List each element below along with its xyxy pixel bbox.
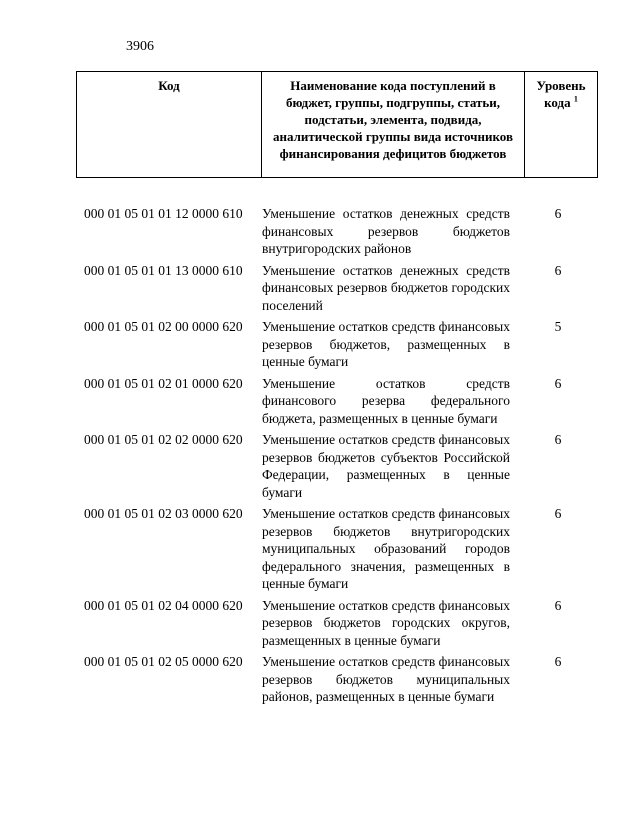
table-row (84, 205, 594, 258)
table-row (84, 431, 594, 501)
row-code: 000 01 05 01 02 01 0000 620 (84, 375, 243, 391)
page-number: 3906 (126, 39, 154, 54)
row-name: Уменьшение остатков средств финансовых резервов бюджетов городских округов, размещенных в ценные бумаги (262, 597, 510, 648)
row-name: Уменьшение остатков средств финансовых резервов бюджетов, размещенных в ценные бумаги (262, 319, 510, 369)
header-name-label: Наименование кода поступлений в бюджет, группы, подгруппы, статьи, подстатьи, элемента, подвида, аналитической группы вида источников финансирования дефицитов бюджетов (273, 78, 513, 161)
row-level: 5 (554, 319, 562, 334)
row-name: Уменьшение остатков денежных средств финансовых резервов бюджетов внутригородских районов (262, 206, 510, 256)
row-code: 000 01 05 01 02 04 0000 620 (84, 597, 243, 613)
row-level: 6 (554, 506, 562, 521)
row-code: 000 01 05 01 02 02 0000 620 (84, 432, 243, 447)
row-name: Уменьшение остатков денежных средств финансовых резервов бюджетов городских поселений (262, 262, 510, 313)
row-code: 000 01 05 01 02 05 0000 620 (84, 654, 243, 669)
header-level (525, 72, 598, 178)
row-name: Уменьшение остатков средств финансовых резервов бюджетов муниципальных районов, размещенных в ценные бумаги (262, 654, 510, 704)
table-row (84, 597, 594, 650)
header-code (77, 72, 262, 178)
header-name (262, 72, 525, 178)
table-header (76, 71, 598, 178)
row-name: Уменьшение остатков средств финансового резерва федерального бюджета, размещенных в ценные бумаги (262, 375, 510, 426)
row-level: 6 (554, 206, 562, 221)
table-row (84, 653, 594, 706)
table-row (84, 375, 594, 428)
row-level: 6 (554, 597, 562, 613)
row-level: 6 (554, 432, 562, 447)
row-level: 6 (554, 262, 562, 278)
table-row (84, 262, 594, 315)
row-code: 000 01 05 01 01 12 0000 610 (84, 206, 243, 221)
row-code: 000 01 05 01 02 00 0000 620 (84, 319, 243, 334)
table-row (84, 505, 594, 593)
header-level-label: Уровень кода (536, 78, 586, 110)
table-row (84, 318, 594, 371)
header-code-label: Код (158, 78, 180, 93)
table-body (84, 205, 594, 710)
row-code: 000 01 05 01 01 13 0000 610 (84, 262, 243, 278)
row-name: Уменьшение остатков средств финансовых резервов бюджетов внутригородских муниципальных образований городов федерального значения, размещенных в ценные бумаги (262, 506, 510, 591)
row-name: Уменьшение остатков средств финансовых резервов бюджетов субъектов Российской Федерации, размещенных в ценные бумаги (262, 432, 510, 500)
row-level: 6 (554, 654, 562, 669)
header-level-footnote: 1 (573, 94, 578, 104)
row-level: 6 (554, 375, 562, 391)
row-code: 000 01 05 01 02 03 0000 620 (84, 506, 243, 521)
